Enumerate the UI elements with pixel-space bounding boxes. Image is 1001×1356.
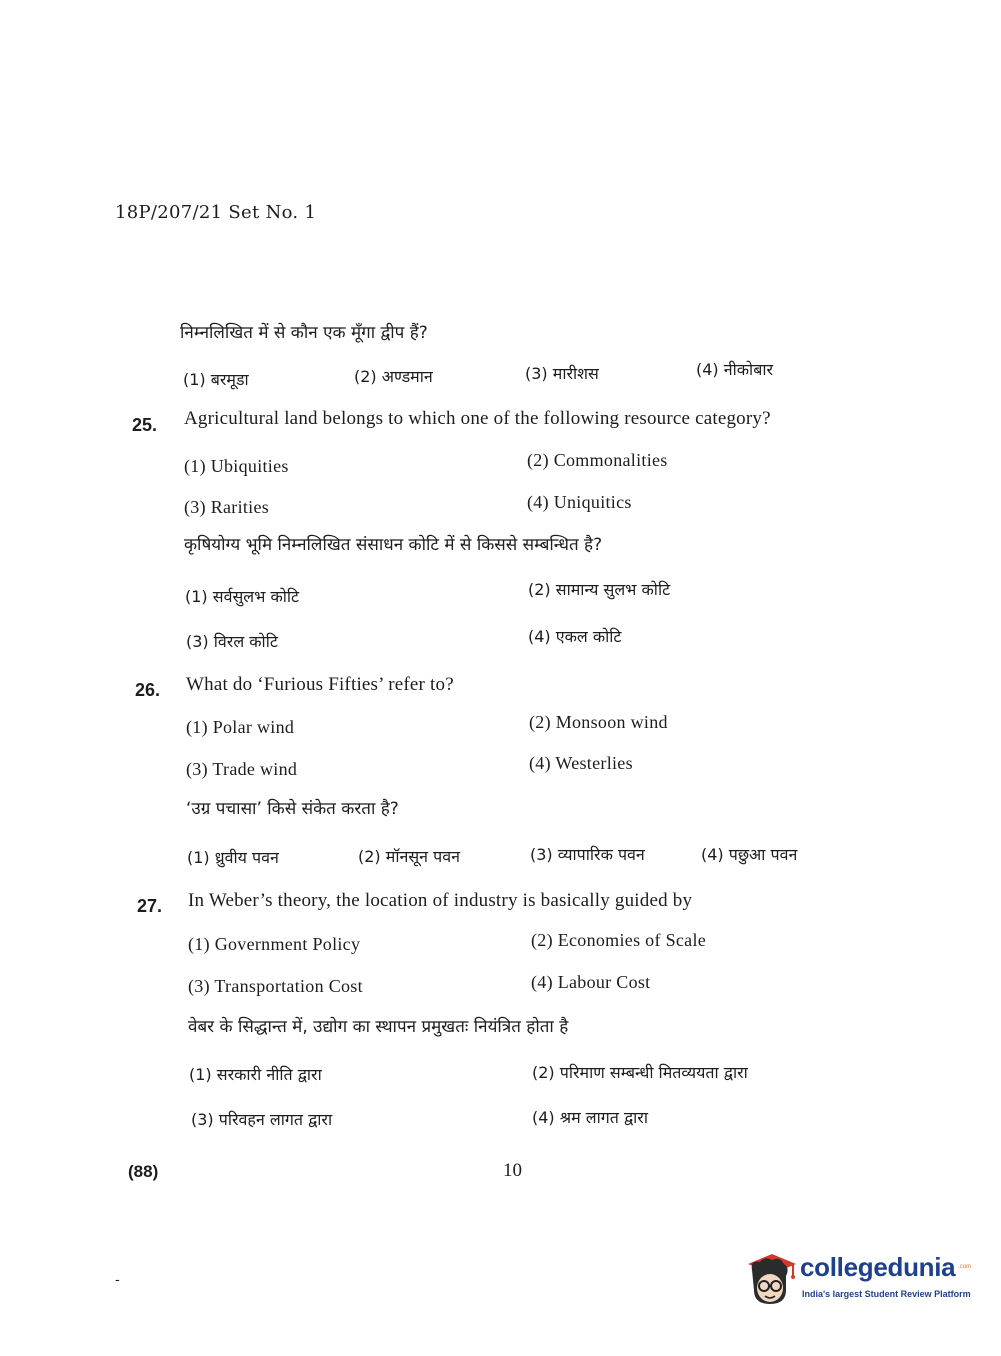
q24-hindi-option-1: (1) बरमूडा — [183, 370, 249, 389]
q24-hindi-option-2: (2) अण्डमान — [354, 367, 433, 386]
booklet-code: (88) — [128, 1162, 159, 1181]
stray-mark: - — [115, 1272, 120, 1288]
q27-hindi-option-3: (3) परिवहन लागत द्वारा — [191, 1110, 333, 1129]
q26-question: What do ‘Furious Fifties’ refer to? — [186, 674, 454, 695]
q26-hindi-option-2: (2) मॉनसून पवन — [358, 847, 460, 866]
graduate-mascot-icon — [742, 1250, 798, 1308]
q26-hindi-option-4: (4) पछुआ पवन — [701, 845, 798, 864]
q25-number: 25. — [132, 415, 158, 435]
document-code: 18P/207/21 Set No. 1 — [115, 202, 317, 223]
q26-option-2: (2) Monsoon wind — [529, 712, 668, 732]
q27-option-3: (3) Transportation Cost — [188, 976, 363, 996]
q27-hindi-option-1: (1) सरकारी नीति द्वारा — [189, 1065, 322, 1084]
q26-hindi-question: ‘उग्र पचासा’ किसे संकेत करता है? — [186, 799, 399, 819]
q25-question: Agricultural land belongs to which one of the following resource category? — [184, 408, 771, 429]
q25-option-4: (4) Uniquitics — [527, 492, 632, 512]
q25-option-3: (3) Rarities — [184, 497, 270, 517]
q26-option-1: (1) Polar wind — [186, 717, 295, 737]
q26-option-3: (3) Trade wind — [186, 759, 298, 779]
q27-option-1: (1) Government Policy — [188, 934, 361, 954]
q25-hindi-question: कृषियोग्य भूमि निम्नलिखित संसाधन कोटि में से किससे सम्बन्धित है? — [184, 535, 603, 555]
q27-hindi-question: वेबर के सिद्धान्त में, उद्योग का स्थापन प्रमुखतः नियंत्रित होता है — [188, 1017, 569, 1037]
q27-hindi-option-2: (2) परिमाण सम्बन्धी मितव्ययता द्वारा — [532, 1063, 748, 1082]
q26-option-4: (4) Westerlies — [529, 753, 633, 773]
q25-hindi-option-4: (4) एकल कोटि — [528, 627, 622, 646]
q26-hindi-option-1: (1) ध्रुवीय पवन — [187, 848, 279, 867]
q27-number: 27. — [137, 896, 163, 916]
q25-hindi-option-2: (2) सामान्य सुलभ कोटि — [528, 580, 671, 599]
q25-hindi-option-3: (3) विरल कोटि — [186, 632, 278, 651]
q26-number: 26. — [135, 680, 161, 700]
q24-hindi-option-4: (4) नीकोबार — [696, 360, 774, 379]
q24-hindi-question: निम्नलिखित में से कौन एक मूँगा द्वीप हैं? — [180, 323, 428, 343]
q27-hindi-option-4: (4) श्रम लागत द्वारा — [532, 1108, 648, 1127]
logo-domain: .com — [958, 1264, 972, 1270]
collegedunia-logo — [742, 1248, 972, 1314]
q27-question: In Weber’s theory, the location of industry is basically guided by — [188, 890, 693, 911]
q25-option-2: (2) Commonalities — [527, 450, 668, 470]
q27-option-2: (2) Economies of Scale — [531, 930, 707, 950]
q24-hindi-option-3: (3) मारीशस — [525, 364, 599, 383]
logo-wordmark: collegedunia — [800, 1252, 956, 1282]
logo-tagline: India's largest Student Review Platform — [802, 1289, 971, 1299]
q25-option-1: (1) Ubiquities — [184, 456, 289, 476]
q25-hindi-option-1: (1) सर्वसुलभ कोटि — [185, 587, 300, 606]
q27-option-4: (4) Labour Cost — [531, 972, 651, 992]
q26-hindi-option-3: (3) व्यापारिक पवन — [530, 845, 645, 864]
page-number: 10 — [503, 1160, 522, 1181]
